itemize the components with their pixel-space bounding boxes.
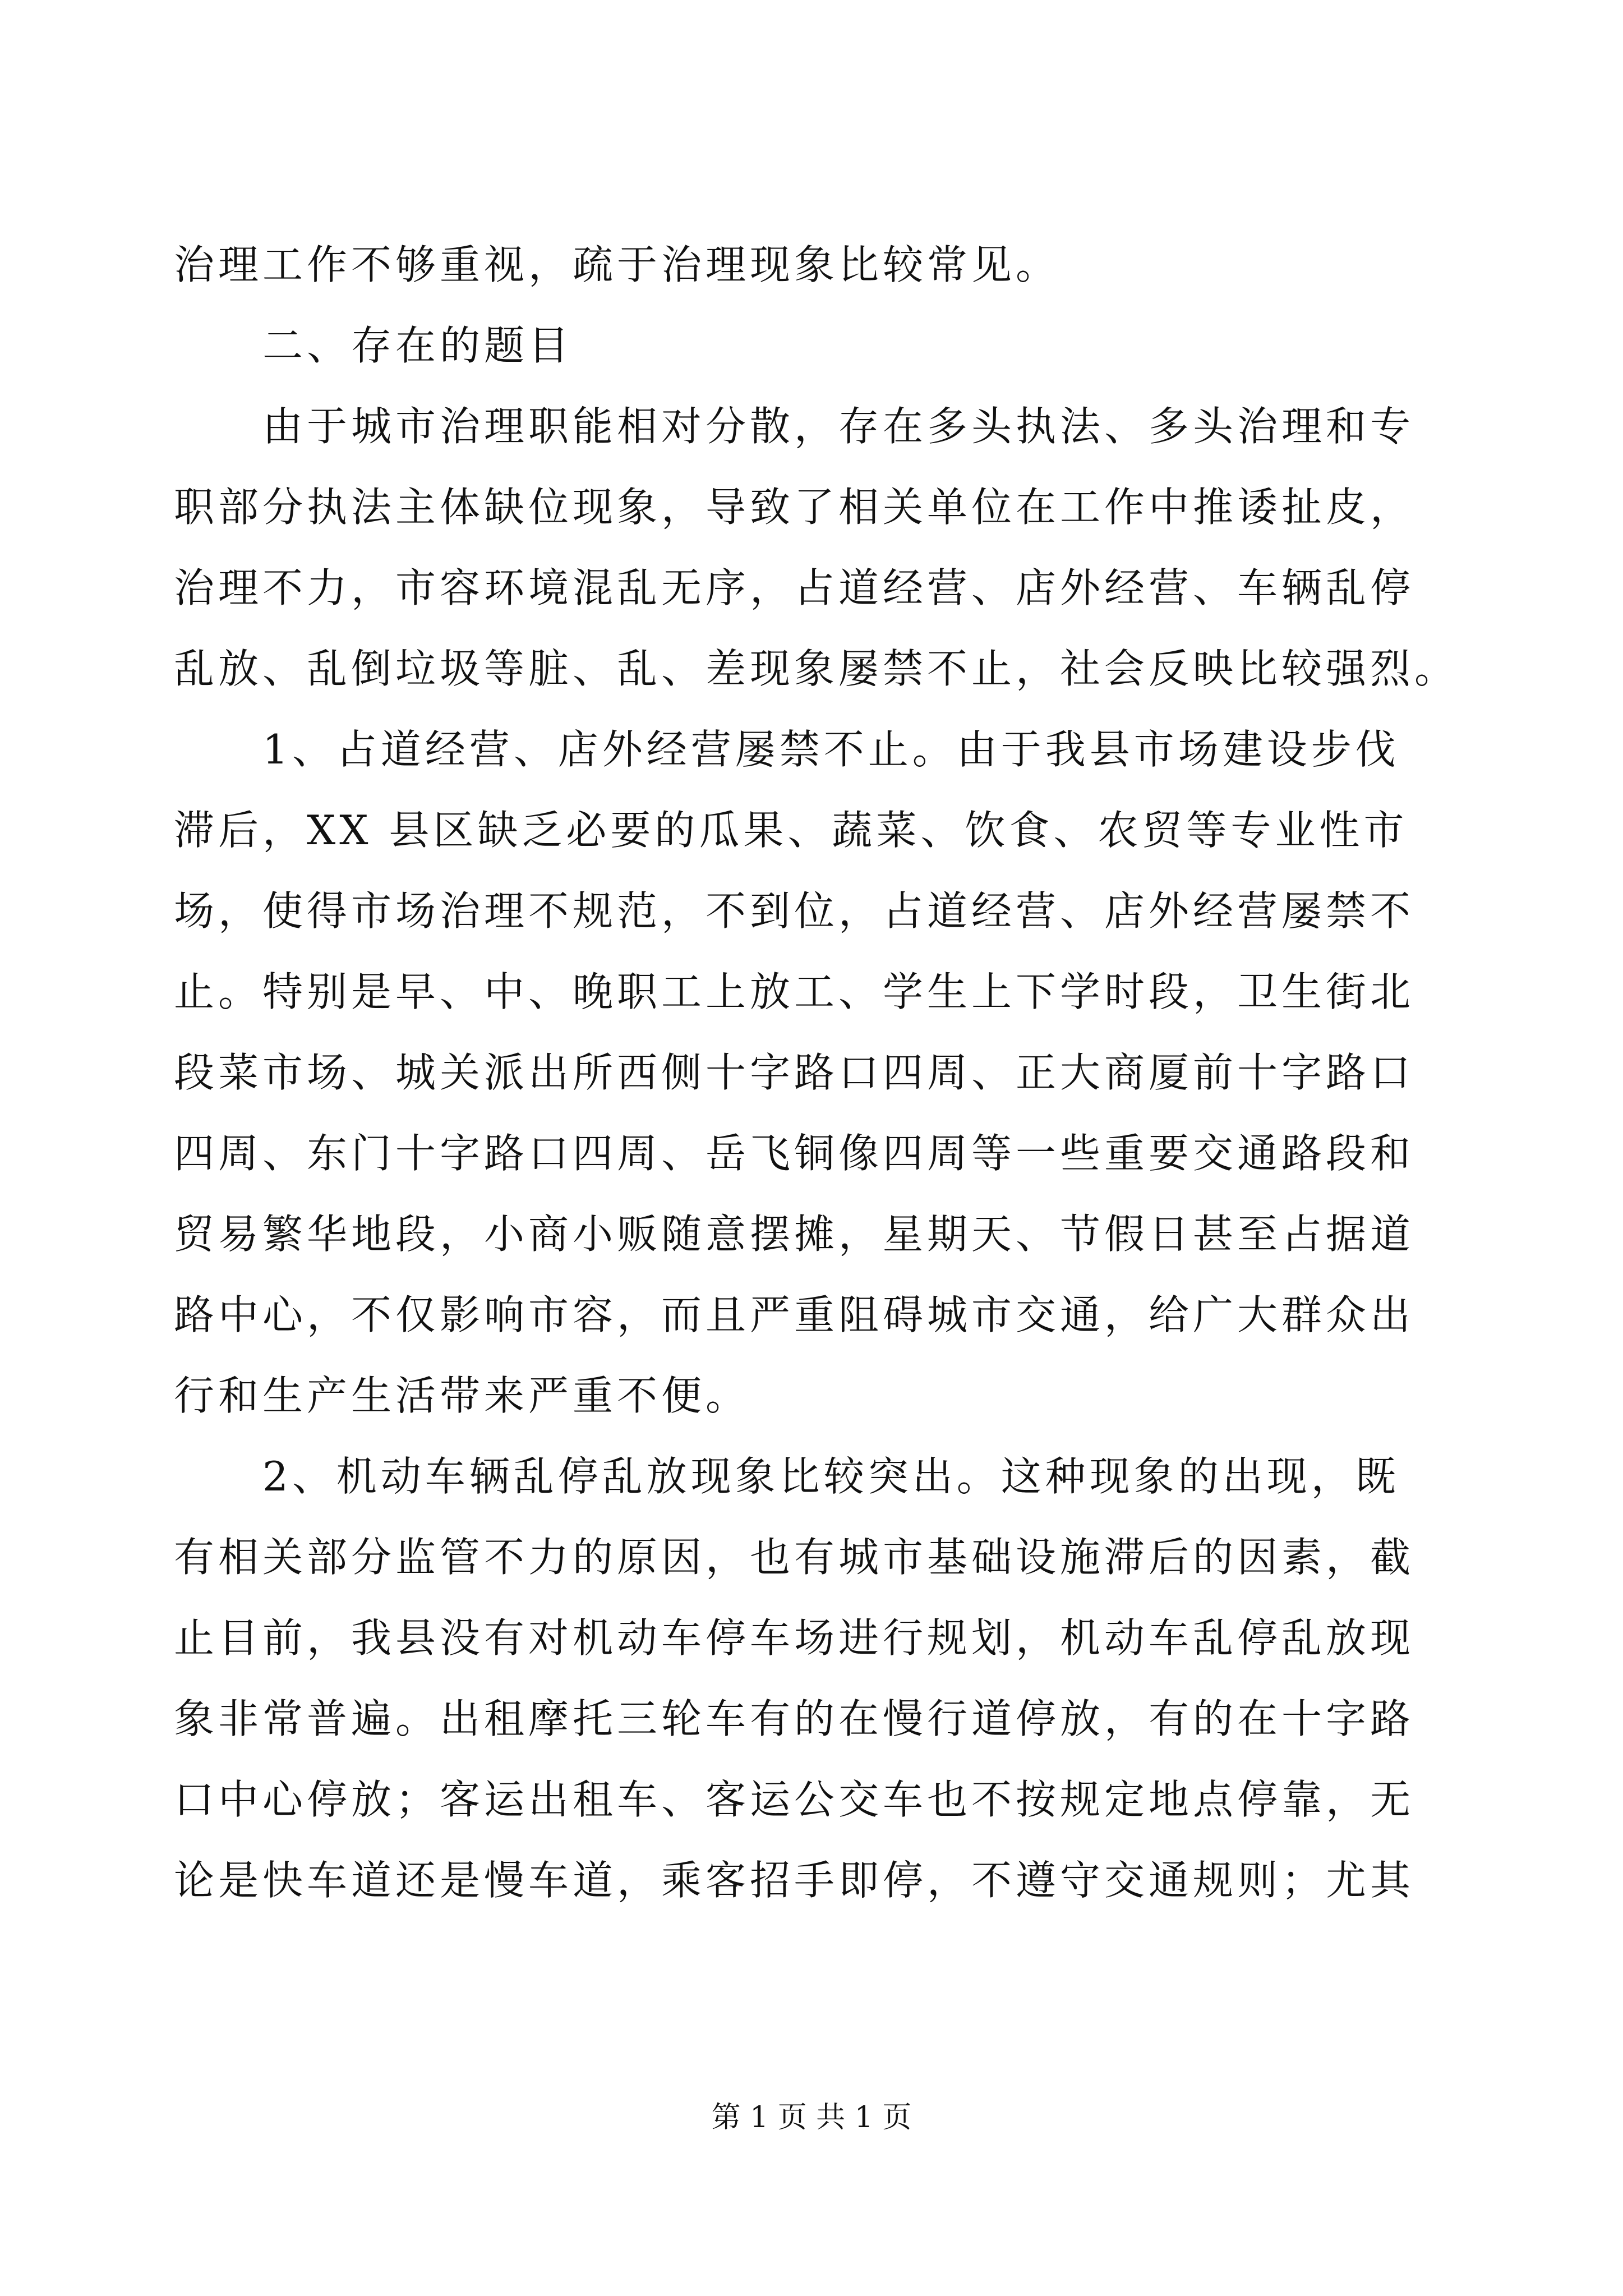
text-line: 职部分执法主体缺位现象，导致了相关单位在工作中推诿扯皮， [174,484,1415,531]
text-line: 论是快车道还是慢车道，乘客招手即停，不遵守交通规则；尤其 [174,1857,1415,1904]
text-line: 路中心，不仅影响市容，而且严重阻碍城市交通，给广大群众出 [174,1291,1415,1338]
text-line: 有相关部分监管不力的原因，也有城市基础设施滞后的因素，截 [174,1534,1415,1581]
body-text [174,224,1459,1921]
text-line: 2、机动车辆乱停乱放现象比较突出。这种现象的出现，既 [174,1453,1400,1500]
text-line: 滞后，XX 县区缺乏必要的瓜果、蔬菜、饮食、农贸等专业性市 [174,807,1408,854]
text-line: 止。特别是早、中、晚职工上放工、学生上下学时段，卫生街北 [174,968,1415,1015]
text-line: 1、占道经营、店外经营屡禁不止。由于我县市场建设步伐 [174,726,1400,773]
text-line: 口中心停放；客运出租车、客运公交车也不按规定地点停靠，无 [174,1776,1415,1823]
text-line: 止目前，我县没有对机动车停车场进行规划，机动车乱停乱放现 [174,1614,1415,1662]
text-line: 治理工作不够重视，疏于治理现象比较常见。 [174,241,1061,288]
text-line: 行和生产生活带来严重不便。 [174,1372,750,1419]
text-line: 象非常普遍。出租摩托三轮车有的在慢行道停放，有的在十字路 [174,1695,1415,1742]
text-line: 乱放、乱倒垃圾等脏、乱、差现象屡禁不止，社会反映比较强烈。 [174,645,1459,692]
text-line: 由于城市治理职能相对分散，存在多头执法、多头治理和专 [174,403,1415,450]
page-footer [0,2098,1623,2137]
text-line: 场，使得市场治理不规范，不到位，占道经营、店外经营屡禁不 [174,887,1415,935]
page-number-label: 第 1 页 共 1 页 [711,2101,912,2134]
text-line: 段菜市场、城关派出所西侧十字路口四周、正大商厦前十字路口 [174,1049,1415,1096]
text-line: 贸易繁华地段，小商小贩随意摆摊，星期天、节假日甚至占据道 [174,1211,1415,1258]
section-heading: 二、存在的题目 [174,322,573,369]
text-line: 治理不力，市容环境混乱无序，占道经营、店外经营、车辆乱停 [174,564,1415,611]
text-line: 四周、东门十字路口四周、岳飞铜像四周等一些重要交通路段和 [174,1130,1415,1177]
